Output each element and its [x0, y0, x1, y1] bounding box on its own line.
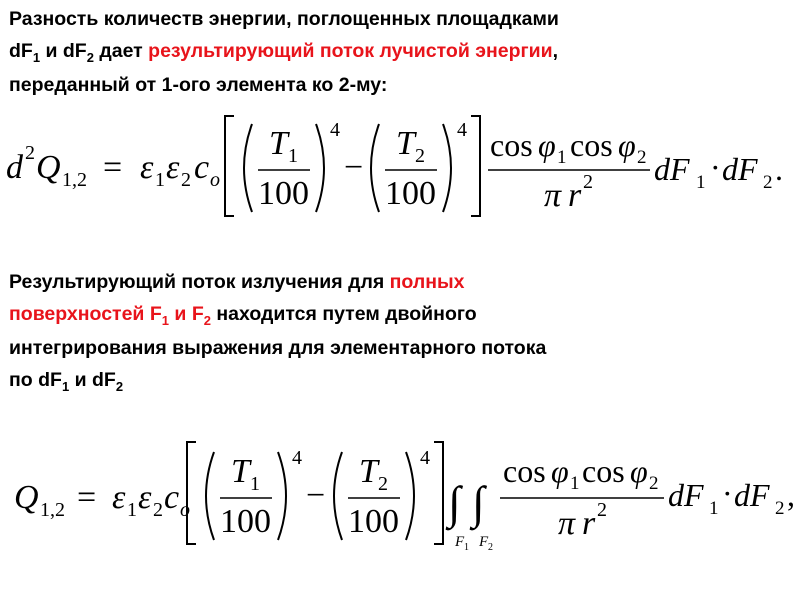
- f2-eps2-sub: 2: [153, 499, 163, 521]
- f2-minus: −: [306, 477, 326, 514]
- f2-integral-2-icon: ∫: [472, 477, 485, 528]
- f2-integral-2-lower-sub: 2: [488, 542, 493, 553]
- f1-minus: −: [344, 149, 364, 186]
- f1-dF2-sub: 2: [763, 172, 773, 193]
- f1-cos-2: cos: [570, 127, 613, 163]
- f1-eps1: ε: [140, 149, 154, 186]
- f2-Q: Q: [14, 479, 39, 516]
- f1-T2: T: [396, 125, 415, 162]
- f2-right-paren-1: [278, 452, 286, 540]
- subscript: 2: [115, 379, 124, 394]
- f2-left-square-bracket: [187, 442, 196, 544]
- intro-line-3: переданный от 1-ого элемента ко 2-му:: [9, 74, 388, 96]
- f1-T1-sub: 1: [288, 145, 298, 167]
- f1-equals: =: [103, 149, 123, 186]
- f2-comma: ,: [787, 477, 795, 513]
- formula-1-svg: [0, 112, 800, 222]
- f2-T1: T: [231, 453, 250, 490]
- and-dF-text: и dF: [40, 40, 87, 62]
- f1-power-1: 4: [330, 119, 340, 141]
- f2-T1-sub: 1: [250, 473, 260, 495]
- f1-cos-1: cos: [490, 127, 533, 163]
- f2-right-paren-2: [406, 452, 414, 540]
- f1-d-sup: 2: [25, 142, 35, 164]
- highlight-surfaces-F: поверхностей F: [9, 303, 162, 325]
- intro-line-2: [9, 35, 559, 69]
- f2-c-sub: o: [180, 499, 190, 521]
- f1-c: c: [194, 149, 210, 186]
- f2-power-1: 4: [292, 447, 302, 469]
- f1-period: .: [775, 151, 783, 187]
- integ-line-3: интегрирования выражения для элементарного потока: [9, 337, 547, 359]
- f2-dF2-sub: 2: [775, 498, 785, 519]
- f2-eps1: ε: [112, 479, 126, 516]
- f1-eps1-sub: 1: [155, 169, 165, 191]
- elementary-flux-formula: [0, 112, 800, 227]
- intro-line-1: Разность количеств энергии, поглощенных площадками: [9, 8, 559, 30]
- f1-d: d: [6, 149, 23, 186]
- f1-right-paren-2: [443, 124, 451, 212]
- f1-left-paren-1: [244, 124, 252, 212]
- f1-right-square-bracket: [471, 116, 480, 216]
- f2-phi-1-sub: 1: [570, 473, 580, 494]
- comma: ,: [552, 40, 559, 62]
- integ-line-1: [9, 266, 546, 298]
- and-dF: и dF: [69, 369, 116, 391]
- f2-r: r: [582, 505, 596, 542]
- f2-eps2: ε: [138, 479, 152, 516]
- f2-phi-2: φ: [630, 453, 648, 489]
- f2-phi-1: φ: [551, 453, 569, 489]
- f1-dot: ·: [710, 149, 721, 185]
- f2-T2-sub: 2: [378, 473, 388, 495]
- gives-text: дает: [93, 40, 149, 62]
- formula-2-svg: [0, 434, 800, 554]
- f2-eps1-sub: 1: [127, 499, 137, 521]
- f2-right-square-bracket: [434, 442, 443, 544]
- f1-c-sub: o: [210, 169, 220, 191]
- f1-phi-1: φ: [538, 127, 556, 163]
- f1-dF1-sub: 1: [696, 172, 706, 193]
- highlight-resulting-flux: результирующий поток лучистой энергии: [148, 40, 553, 62]
- f2-integral-1-icon: ∫: [448, 477, 461, 528]
- subscript: 1: [61, 379, 70, 394]
- f2-dF1: dF: [668, 477, 704, 513]
- f2-dot: ·: [722, 475, 733, 511]
- f1-Q-sub: 1,2: [62, 169, 87, 191]
- f1-left-paren-2: [371, 124, 379, 212]
- f2-denom-2: 100: [348, 503, 399, 540]
- subscript: 2: [86, 50, 94, 65]
- integ-line-1-text: Результирующий поток излучения для: [9, 271, 390, 293]
- f1-right-paren-1: [316, 124, 324, 212]
- f1-pi: π: [544, 177, 562, 214]
- f1-Q: Q: [36, 149, 61, 186]
- highlight-and-F: и F: [169, 303, 204, 325]
- f2-c: c: [164, 479, 180, 516]
- f1-phi-2-sub: 2: [637, 147, 647, 168]
- f2-pi: π: [558, 505, 576, 542]
- f1-dF1: dF: [654, 151, 690, 187]
- subscript: 1: [32, 50, 41, 65]
- integ-line-2: [9, 298, 546, 332]
- f1-phi-1-sub: 1: [557, 147, 567, 168]
- integration-paragraph: [9, 266, 546, 398]
- f2-left-paren-1: [206, 452, 214, 540]
- subscript: 2: [203, 313, 211, 328]
- highlight-full: полных: [389, 271, 465, 293]
- f1-denom-2: 100: [385, 175, 436, 212]
- f2-dF1-sub: 1: [709, 498, 719, 519]
- f2-Q-sub: 1,2: [40, 499, 65, 521]
- integ-line-2-rest: находится путем двойного: [210, 303, 477, 325]
- f2-dF2: dF: [734, 477, 770, 513]
- by-dF: по dF: [9, 369, 62, 391]
- f2-denom-1: 100: [220, 503, 271, 540]
- f1-denom-1: 100: [258, 175, 309, 212]
- subscript: 1: [161, 313, 169, 328]
- f1-r-sup: 2: [583, 171, 593, 193]
- integ-line-4: [9, 364, 546, 398]
- f2-power-2: 4: [420, 447, 430, 469]
- f2-equals: =: [77, 479, 97, 516]
- f2-integral-1-lower: F: [455, 534, 465, 550]
- f2-r-sup: 2: [597, 499, 607, 521]
- f2-integral-1-lower-sub: 1: [464, 542, 469, 553]
- f2-left-paren-2: [334, 452, 342, 540]
- f1-T2-sub: 2: [415, 145, 425, 167]
- intro-paragraph: [9, 3, 559, 101]
- f2-cos-2: cos: [582, 453, 625, 489]
- f1-power-2: 4: [457, 119, 467, 141]
- dF-symbol: dF: [9, 40, 33, 62]
- f1-T1: T: [269, 125, 288, 162]
- f2-integral-2-lower: F: [479, 534, 489, 550]
- f1-r: r: [568, 177, 582, 214]
- f2-phi-2-sub: 2: [649, 473, 659, 494]
- f1-eps2-sub: 2: [181, 169, 191, 191]
- f1-dF2: dF: [722, 151, 758, 187]
- f1-left-square-bracket: [225, 116, 234, 216]
- total-flux-formula: [0, 434, 800, 559]
- f1-phi-2: φ: [618, 127, 636, 163]
- f2-T2: T: [359, 453, 378, 490]
- f1-eps2: ε: [166, 149, 180, 186]
- f2-cos-1: cos: [503, 453, 546, 489]
